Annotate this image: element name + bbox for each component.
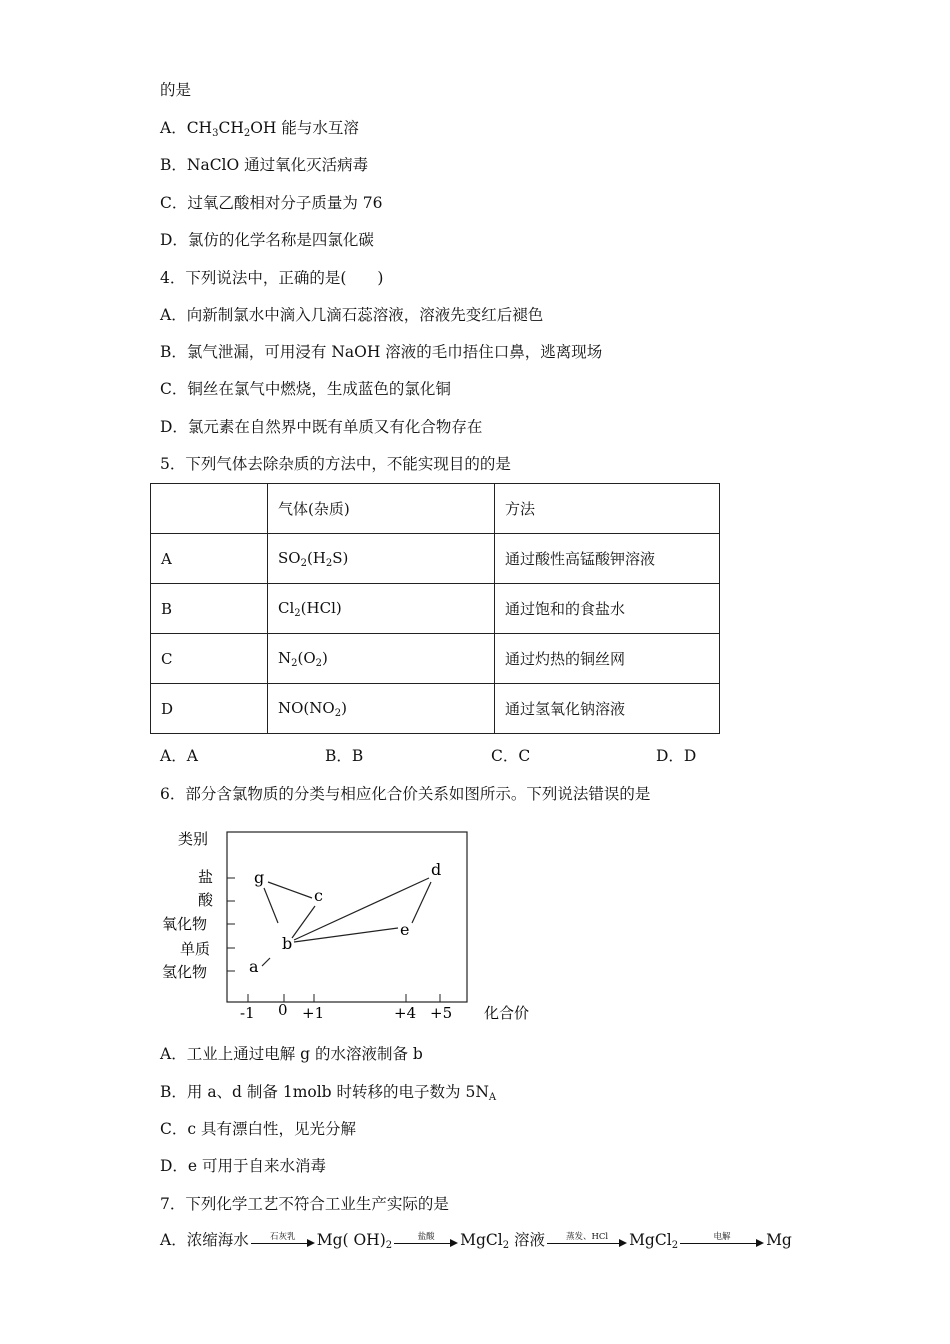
- table-header-cell: [151, 484, 268, 534]
- table-row: [151, 684, 720, 734]
- table-row: [151, 584, 720, 634]
- row-label: A: [151, 534, 268, 584]
- method-cell: 通过灼热的铜丝网: [495, 634, 720, 684]
- q5-option-d: D．D: [656, 747, 697, 765]
- q4-option-b: B．氯气泄漏，可用浸有 NaOH 溶液的毛巾捂住口鼻，逃离现场: [160, 343, 603, 361]
- gas-cell: $Cl_2(HCl)$: [268, 584, 495, 634]
- point-label-a: a: [249, 957, 259, 976]
- category-label: 酸: [198, 891, 214, 909]
- point-label-d: d: [431, 860, 442, 879]
- q6-option-b: B．用 a、d 制备 1molb 时转移的电子数为 $5N_A$: [160, 1083, 497, 1103]
- q5-option-a: A．A: [160, 747, 198, 765]
- x-tick-label: 0: [278, 1001, 288, 1019]
- reaction-arrow: 蒸发、HCl: [547, 1231, 627, 1251]
- q6-option-a: A．工业上通过电解 g 的水溶液制备 b: [160, 1045, 423, 1063]
- row-label: D: [151, 684, 268, 734]
- link-b-c: [292, 906, 315, 938]
- x-tick-label: +4: [394, 1004, 417, 1022]
- q4-option-d: D．氯元素在自然界中既有单质又有化合物存在: [160, 418, 483, 436]
- q7-option-a: A．浓缩海水 石灰乳 Mg( $OH)_2$ 盐酸 MgCl$_2$ 溶液 蒸发、HCl MgCl$_2$ 电解 Mg: [160, 1231, 792, 1251]
- q6-option-c: C．c 具有漂白性，见光分解: [160, 1120, 356, 1138]
- row-label: B: [151, 584, 268, 634]
- table-row: [151, 634, 720, 684]
- q6-stem: 6．部分含氯物质的分类与相应化合价关系如图所示。下列说法错误的是: [160, 785, 651, 803]
- link-b-e: [294, 928, 398, 942]
- q3-stem-tail: 的是: [160, 81, 192, 99]
- link-g-c: [268, 882, 312, 898]
- q4-option-c: C．铜丝在氯气中燃烧，生成蓝色的氯化铜: [160, 380, 451, 398]
- x-tick-label: -1: [240, 1004, 255, 1022]
- method-cell: 通过酸性高锰酸钾溶液: [495, 534, 720, 584]
- q4-option-a: A．向新制氯水中滴入几滴石蕊溶液，溶液先变红后褪色: [160, 306, 544, 324]
- y-axis-title: 类别: [178, 830, 209, 848]
- q3-option-d: D．氯仿的化学名称是四氯化碳: [160, 231, 374, 249]
- category-label: 氧化物: [162, 915, 208, 933]
- link-a-b: [262, 958, 270, 966]
- q5-stem: 5．下列气体去除杂质的方法中，不能实现目的的是: [160, 455, 511, 473]
- x-tick-label: +5: [430, 1004, 453, 1022]
- plot-frame: [227, 832, 467, 1002]
- x-tick-label: +1: [302, 1004, 325, 1022]
- link-e-d: [412, 882, 431, 923]
- q5-option-c: C．C: [491, 747, 531, 765]
- category-label: 氢化物: [162, 963, 208, 981]
- row-label: C: [151, 634, 268, 684]
- q5-option-b: B．B: [325, 747, 364, 765]
- link-g-b: [264, 888, 278, 923]
- gas-cell: $NO(NO_2)$: [268, 684, 495, 734]
- reaction-arrow: 石灰乳: [251, 1231, 315, 1251]
- q4-stem: 4．下列说法中，正确的是( ): [160, 269, 384, 287]
- table-header-cell: 方法: [495, 484, 720, 534]
- point-label-g: g: [254, 868, 265, 887]
- table-header-row: [151, 484, 720, 534]
- category-label: 盐: [198, 868, 214, 886]
- reaction-arrow: 盐酸: [394, 1231, 458, 1251]
- point-label-e: e: [400, 920, 410, 939]
- q3-option-a: A．$CH_3CH_2OH$ 能与水互溶: [160, 119, 359, 139]
- chlorine-valence-figure: [150, 820, 550, 1030]
- q5-table: [150, 483, 720, 734]
- point-label-b: b: [282, 934, 293, 953]
- table-header-cell: 气体(杂质): [268, 484, 495, 534]
- x-axis-title: 化合价: [484, 1004, 530, 1022]
- q6-option-d: D．e 可用于自来水消毒: [160, 1157, 327, 1175]
- q7-stem: 7．下列化学工艺不符合工业生产实际的是: [160, 1195, 449, 1213]
- method-cell: 通过饱和的食盐水: [495, 584, 720, 634]
- point-label-c: c: [314, 886, 323, 905]
- gas-cell: $SO_2(H_2S)$: [268, 534, 495, 584]
- reaction-arrow: 电解: [680, 1231, 764, 1251]
- table-row: [151, 534, 720, 584]
- category-label: 单质: [180, 940, 211, 958]
- q3-option-c: C．过氧乙酸相对分子质量为 76: [160, 194, 383, 212]
- gas-cell: $N_2(O_2)$: [268, 634, 495, 684]
- q3-option-b: B．NaClO 通过氧化灭活病毒: [160, 156, 369, 174]
- method-cell: 通过氢氧化钠溶液: [495, 684, 720, 734]
